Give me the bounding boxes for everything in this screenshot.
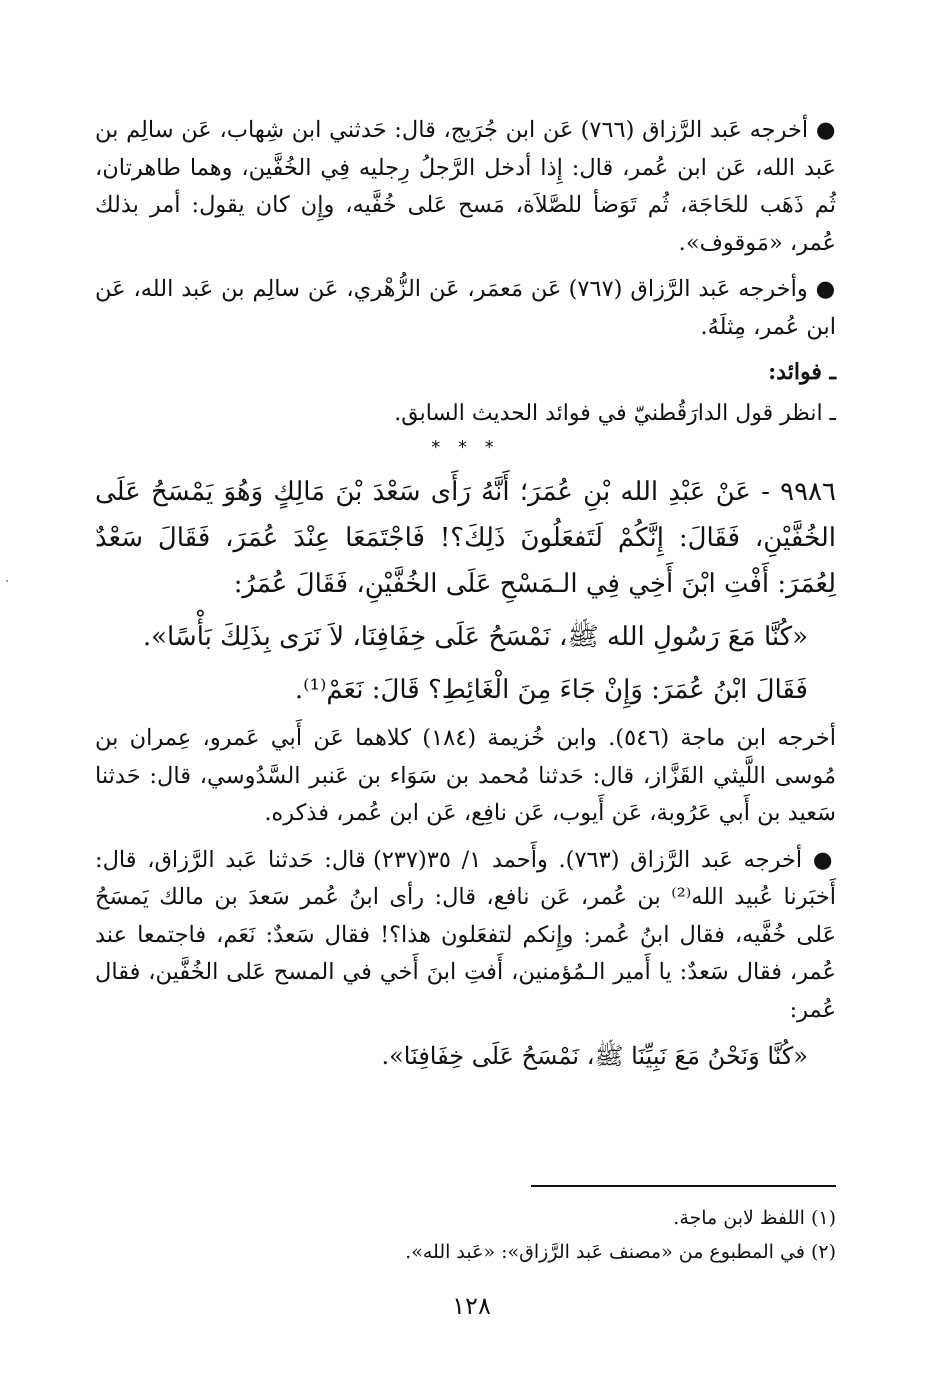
fawaid-text: ـ انظر قول الدارَقُطنيّ في فوائد الحديث السابق. bbox=[394, 401, 836, 426]
main-text bbox=[95, 112, 836, 1085]
section-separator: * * * bbox=[431, 437, 500, 458]
paragraph-abdurrazzaq-766: ● أخرجه عَبد الرَّزاق (٧٦٦) عَن ابن جُرَيج، قال: حَدثني ابن شِهاب، عَن سالِم بن عَبد الله، عَن ابن عُمر، قال: إِذا أدخل الرَّجلُ رِجليه فِي الخُفَّين، وهما طاهرتان، ثُم ذَهَب للحَاجَة، ثُم تَوَضأ للصَّلاَة، مَسح عَلى خُفَّيه، وإِن كان يقول: أمر بذلك عُمر، «مَوقوف». bbox=[95, 117, 836, 256]
paragraph-abdurrazzaq-767: ● وأخرجه عَبد الرَّزاق (٧٦٧) عَن مَعمَر، عَن الزُّهْري، عَن سالِم بن عَبد الله، عَن ابن عُمر، مِثلَهُ. bbox=[95, 276, 836, 340]
footnote-divider bbox=[531, 1185, 836, 1187]
paragraph-ibn-majah: أخرجه ابن ماجة (٥٤٦). وابن خُزيمة (١٨٤) كلاهما عَن أَبي عَمرو، عِمران بن مُوسى اللَّيثي القَزَّاز، قال: حَدثنا مُحمد بن سَوَاء بن عَنبر السَّدُوسي، قال: حَدثنا سَعيد بن أَبي عَرُوبة، عَن أَيوب، عَن نافِع، عَن ابن عُمر، فذكره. bbox=[95, 725, 836, 826]
hadith-quote: «كُنَّا مَعَ رَسُولِ الله ﷺ، نَمْسَحُ عَلَى خِفَافِنَا، لاَ نَرَى بِذَلِكَ بَأْسًا». bbox=[142, 622, 808, 652]
hadith-ending: فَقَالَ ابْنُ عُمَرَ: وَإِنْ جَاءَ مِنَ الْغَائِطِ؟ قَالَ: نَعَمْ⁽¹⁾. bbox=[294, 675, 808, 705]
footnote-2: (٢) في المطبوع من «مصنف عَبد الرَّزاق»: «عَبد الله». bbox=[405, 1241, 836, 1263]
footnote-1: (١) اللفظ لابن ماجة. bbox=[673, 1207, 836, 1229]
scan-speck bbox=[6, 580, 8, 582]
hadith-9986: ٩٩٨٦ - عَنْ عَبْدِ الله بْنِ عُمَرَ؛ أَنَّهُ رَأَى سَعْدَ بْنَ مَالِكٍ وَهُوَ يَمْسَحُ عَلَى الخُفَّيْنِ، فَقَالَ: إِنَّكُمْ لَتَفعَلُونَ ذَلِكَ؟! فَاجْتَمَعَا عِنْدَ عُمَرَ، فَقَالَ سَعْدٌ لِعُمَرَ: أَفْتِ ابْنَ أَخِي فِي الـمَسْحِ عَلَى الخُفَّيْنِ، فَقَالَ عُمَرُ: bbox=[95, 477, 836, 599]
fawaid-heading: ـ فوائد: bbox=[768, 359, 836, 385]
page-number: ١٢٨ bbox=[452, 1292, 491, 1320]
paragraph-abdurrazzaq-763: ● أخرجه عَبد الرَّزاق (٧٦٣). وأَحمد ١/ ٣٥(٢٣٧) قال: حَدثنا عَبد الرَّزاق، قال: أَخبَرنا عُبيد الله⁽²⁾ بن عُمر، عَن نافع، قال: رأى ابنُ عُمر سَعدَ بن مالك يَمسَحُ عَلى خُفَّيه، فقال ابنُ عُمر: وإِنكم لتفعَلون هذا؟! فقال سَعدٌ: نَعَم، فاجتمعا عند عُمر، فقال سَعدٌ: يا أَمير الـمُؤمنين، أَفتِ ابنَ أَخي في المسح عَلى الخُفَّين، فقال عُمر: bbox=[95, 846, 837, 1023]
paragraph-quote: «كُنَّا وَنَحْنُ مَعَ نَبِيِّنَا ﷺ، نَمْسَحُ عَلَى خِفَافِنَا». bbox=[381, 1042, 808, 1070]
